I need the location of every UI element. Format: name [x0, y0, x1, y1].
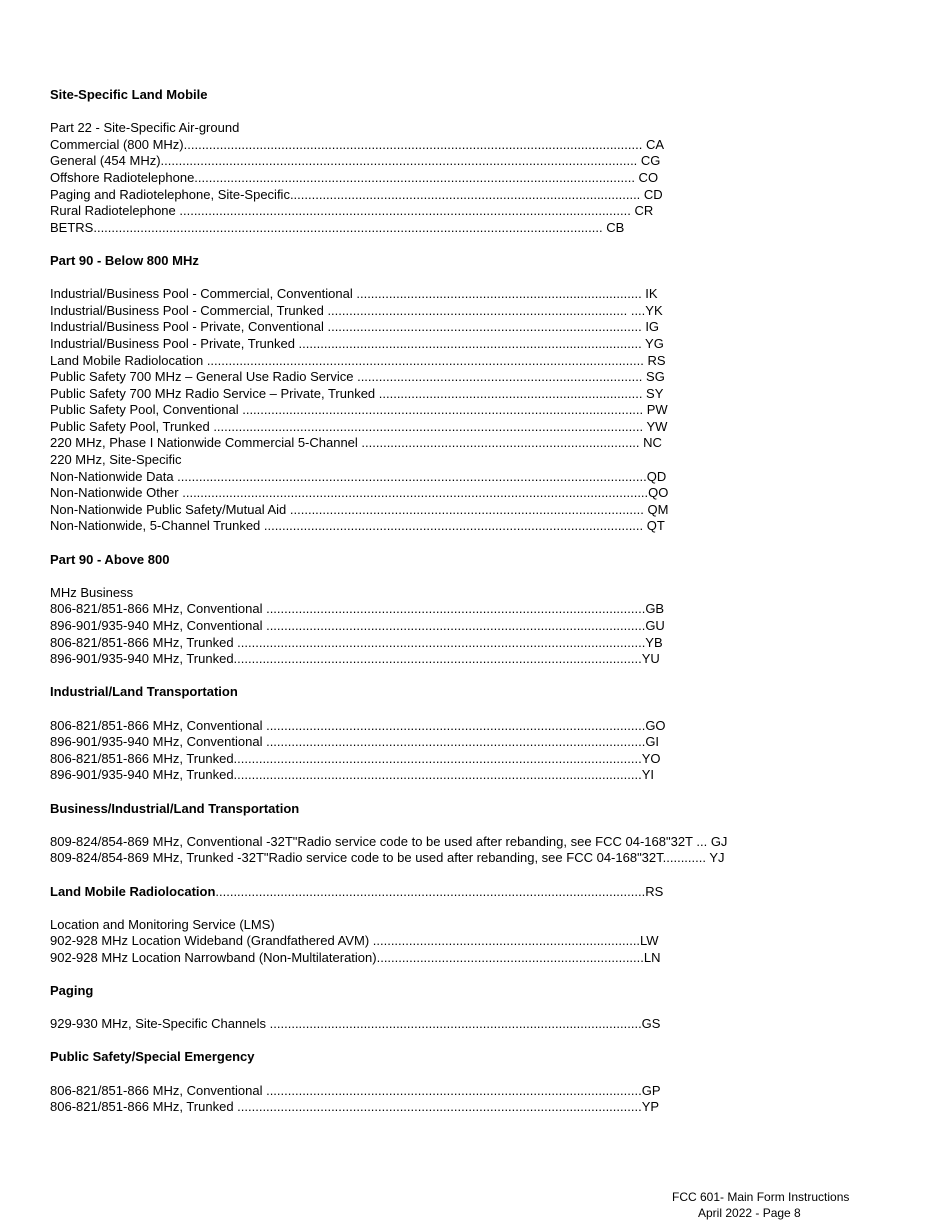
footer-page-number: April 2022 - Page 8 — [698, 1206, 801, 1220]
blank-line — [50, 900, 790, 917]
service-code-line: Offshore Radiotelephone.......................................................................................................................... CO — [50, 169, 659, 185]
service-code-line: MHz Business — [50, 584, 134, 600]
page-footer — [672, 1189, 849, 1221]
blank-line — [50, 568, 790, 585]
document-body — [50, 87, 790, 1116]
service-code-line: 896-901/935-940 MHz, Conventional .........................................................................................................GI — [50, 734, 660, 750]
leader-and-code: .......................................................................................................................RS — [215, 883, 664, 899]
service-code-line: Public Safety 700 MHz – General Use Radio Service ............................................................................... SG — [50, 369, 665, 385]
service-code-line: Rural Radiotelephone ............................................................................................................................. CR — [50, 203, 654, 219]
blank-line — [50, 1000, 790, 1017]
service-code-line: Public Safety Pool, Conventional ............................................................................................................... PW — [50, 402, 668, 418]
blank-line — [50, 104, 790, 121]
service-code-line: 220 MHz, Phase I Nationwide Commercial 5-Channel ............................................................................. NC — [50, 435, 662, 451]
service-code-line: 896-901/935-940 MHz, Trunked.................................................................................................................YI — [50, 767, 654, 783]
section-heading-inline: Land Mobile Radiolocation — [50, 883, 216, 899]
footer-form-title: FCC 601- Main Form Instructions — [672, 1190, 850, 1204]
blank-line — [50, 966, 790, 983]
service-code-line: Part 22 - Site-Specific Air-ground — [50, 120, 240, 136]
service-code-line: Non-Nationwide, 5-Channel Trunked ......................................................................................................... QT — [50, 518, 665, 534]
service-code-line: Public Safety Pool, Trunked ....................................................................................................................... YW — [50, 418, 668, 434]
service-code-line: Non-Nationwide Public Safety/Mutual Aid .................................................................................................. QM — [50, 501, 669, 517]
service-code-line — [50, 884, 790, 901]
service-code-line: Public Safety 700 MHz Radio Service – Private, Trunked ......................................................................... SY — [50, 385, 664, 401]
blank-line — [50, 236, 790, 253]
section-heading: Public Safety/Special Emergency — [50, 1049, 255, 1065]
blank-line — [50, 668, 790, 685]
service-code-line: 806-821/851-866 MHz, Trunked .................................................................................................................YB — [50, 634, 663, 650]
service-code-line: Non-Nationwide Data ..................................................................................................................................QD — [50, 468, 667, 484]
service-code-line: 902-928 MHz Location Wideband (Grandfathered AVM) ..........................................................................LW — [50, 933, 659, 949]
service-code-line: 806-821/851-866 MHz, Conventional ........................................................................................................GP — [50, 1082, 661, 1098]
blank-line — [50, 535, 790, 552]
service-code-line: 806-821/851-866 MHz, Trunked ................................................................................................................YP — [50, 1099, 660, 1115]
service-code-line: Industrial/Business Pool - Private, Trunked ............................................................................................... YG — [50, 335, 664, 351]
service-code-line: Land Mobile Radiolocation ......................................................................................................................... RS — [50, 352, 666, 368]
service-code-line: 809-824/854-869 MHz, Trunked -32T"Radio service code to be used after rebanding, see FCC 04-168"32T............ YJ — [50, 850, 725, 866]
service-code-line: 806-821/851-866 MHz, Conventional .........................................................................................................GO — [50, 717, 666, 733]
service-code-line: 220 MHz, Site-Specific — [50, 452, 182, 468]
service-code-line: Location and Monitoring Service (LMS) — [50, 916, 275, 932]
service-code-line: Industrial/Business Pool - Commercial, Trunked ................................................................................... ....YK — [50, 302, 663, 318]
service-code-line: Industrial/Business Pool - Commercial, Conventional ............................................................................... IK — [50, 286, 658, 302]
service-code-line: General (454 MHz).................................................................................................................................... CG — [50, 153, 661, 169]
service-code-line: Paging and Radiotelephone, Site-Specific................................................................................................. CD — [50, 186, 663, 202]
section-heading: Part 90 - Below 800 MHz — [50, 252, 199, 268]
blank-line — [50, 867, 790, 884]
blank-line — [50, 701, 790, 718]
service-code-line: 896-901/935-940 MHz, Trunked.................................................................................................................YU — [50, 651, 660, 667]
section-heading: Site-Specific Land Mobile — [50, 87, 208, 102]
service-code-line: 929-930 MHz, Site-Specific Channels .......................................................................................................GS — [50, 1016, 661, 1032]
section-heading: Industrial/Land Transportation — [50, 684, 238, 700]
service-code-line: Non-Nationwide Other .................................................................................................................................QO — [50, 485, 669, 501]
section-heading: Business/Industrial/Land Transportation — [50, 800, 300, 816]
service-code-line: 902-928 MHz Location Narrowband (Non-Multilateration)..........................................................................LN — [50, 949, 661, 965]
blank-line — [50, 817, 790, 834]
service-code-line: 809-824/854-869 MHz, Conventional -32T"Radio service code to be used after rebanding, see FCC 04-168"32T ... GJ — [50, 833, 728, 849]
service-code-line: Industrial/Business Pool - Private, Conventional ....................................................................................... IG — [50, 319, 660, 335]
blank-line — [50, 270, 790, 287]
service-code-line: 806-821/851-866 MHz, Trunked.................................................................................................................YO — [50, 750, 661, 766]
service-code-line: Commercial (800 MHz)............................................................................................................................... CA — [50, 136, 665, 152]
blank-line — [50, 784, 790, 801]
blank-line — [50, 1033, 790, 1050]
service-code-line: 806-821/851-866 MHz, Conventional .........................................................................................................GB — [50, 601, 665, 617]
section-heading: Paging — [50, 983, 94, 999]
blank-line — [50, 1066, 790, 1083]
service-code-line: 896-901/935-940 MHz, Conventional .........................................................................................................GU — [50, 618, 665, 633]
section-heading: Part 90 - Above 800 — [50, 551, 170, 567]
service-code-line: BETRS............................................................................................................................................. CB — [50, 219, 625, 235]
